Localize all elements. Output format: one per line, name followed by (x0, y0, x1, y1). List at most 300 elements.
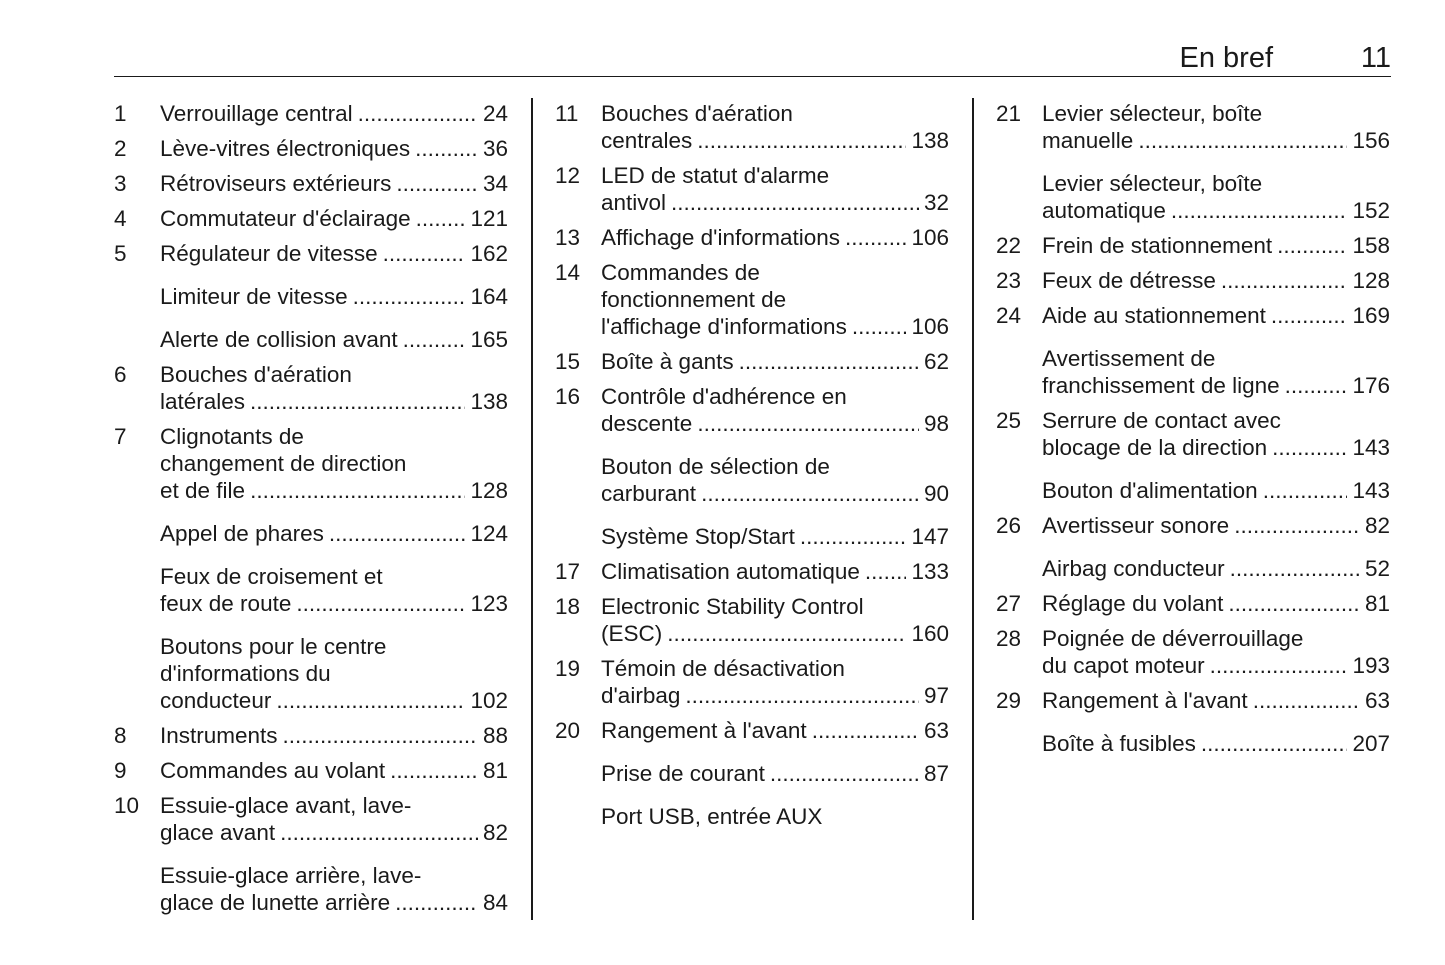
page-reference[interactable]: 169 (1352, 303, 1390, 328)
index-text (601, 523, 949, 550)
section-title: En bref (1179, 42, 1273, 74)
index-entry[interactable] (555, 348, 949, 375)
index-text-line: Bouton de sélection de (601, 454, 830, 479)
index-last-line (160, 283, 508, 310)
index-label: l'affichage d'informations (601, 314, 847, 339)
index-last-line (160, 722, 508, 749)
index-entry[interactable] (114, 423, 508, 504)
dot-leader (1210, 652, 1348, 679)
page-reference[interactable]: 162 (470, 241, 508, 266)
index-label: franchissement de ligne (1042, 373, 1280, 398)
index-text (601, 348, 949, 375)
page-reference[interactable]: 84 (482, 890, 508, 915)
index-text (1042, 232, 1390, 259)
index-label: automatique (1042, 198, 1166, 223)
index-number: 4 (114, 206, 127, 231)
index-label: manuelle (1042, 128, 1134, 153)
dot-leader (1201, 730, 1348, 757)
index-last-line (1042, 687, 1390, 714)
index-text (601, 453, 949, 507)
dot-leader (1277, 232, 1347, 259)
index-number: 27 (996, 591, 1022, 616)
index-label: et de file (160, 478, 246, 503)
page-reference[interactable]: 138 (470, 389, 508, 414)
index-entry[interactable] (114, 361, 508, 415)
index-label: Affichage d'informations (601, 225, 841, 250)
page-reference[interactable]: 160 (911, 621, 949, 646)
index-text (160, 361, 508, 415)
index-label: Instruments (160, 723, 278, 748)
index-number: 26 (996, 513, 1022, 538)
dot-leader (1271, 302, 1348, 329)
dot-leader (416, 205, 466, 232)
index-last-line (160, 170, 508, 197)
dot-leader (1234, 512, 1360, 539)
index-text-line: Essuie-glace avant, lave- (160, 793, 412, 818)
index-number: 29 (996, 688, 1022, 713)
index-number: 14 (555, 260, 581, 285)
dot-leader (739, 348, 919, 375)
index-text (160, 520, 508, 547)
index-label: Système Stop/Start (601, 524, 795, 549)
index-text-line: Electronic Stability Control (601, 594, 864, 619)
page-reference[interactable]: 82 (482, 820, 508, 845)
index-text (601, 717, 949, 744)
index-text (1042, 407, 1390, 461)
dot-leader (353, 283, 466, 310)
index-label: glace avant (160, 820, 276, 845)
page-reference[interactable]: 97 (923, 683, 949, 708)
index-label: Boîte à gants (601, 349, 734, 374)
index-number: 21 (996, 101, 1022, 126)
index-text (601, 803, 949, 830)
index-last-line (601, 803, 949, 830)
index-number: 5 (114, 241, 127, 266)
index-label: Commandes au volant (160, 758, 386, 783)
index-last-line (160, 757, 508, 784)
dot-leader (329, 520, 466, 547)
index-entry[interactable] (996, 512, 1390, 539)
index-label: du capot moteur (1042, 653, 1205, 678)
index-entry[interactable] (114, 100, 508, 127)
index-entry[interactable] (996, 590, 1390, 617)
index-text-line: Bouches d'aération (160, 362, 352, 387)
index-label: antivol (601, 190, 667, 215)
page-reference[interactable]: 32 (923, 190, 949, 215)
page-reference[interactable]: 24 (482, 101, 508, 126)
dot-leader (250, 388, 465, 415)
index-number: 6 (114, 362, 127, 387)
page-reference[interactable]: 133 (911, 559, 949, 584)
index-entry[interactable] (555, 717, 949, 744)
index-last-line (160, 687, 508, 714)
index-last-line (601, 224, 949, 251)
index-number: 24 (996, 303, 1022, 328)
index-text (601, 558, 949, 585)
page-reference[interactable]: 106 (911, 314, 949, 339)
index-text-line: Serrure de contact avec (1042, 408, 1281, 433)
index-number: 20 (555, 718, 581, 743)
index-last-line (601, 348, 949, 375)
column-divider (531, 98, 533, 920)
page-reference[interactable]: 88 (482, 723, 508, 748)
page-reference[interactable]: 147 (911, 524, 949, 549)
toc-column-3 (996, 100, 1390, 757)
index-number: 19 (555, 656, 581, 681)
index-number: 17 (555, 559, 581, 584)
index-number: 28 (996, 626, 1022, 651)
index-last-line (601, 717, 949, 744)
index-last-line (160, 135, 508, 162)
index-last-line (160, 326, 508, 353)
index-text (601, 383, 949, 437)
page-reference[interactable]: 158 (1352, 233, 1390, 258)
index-last-line (1042, 512, 1390, 539)
index-entry[interactable] (996, 267, 1390, 294)
index-label: centrales (601, 128, 693, 153)
index-entry[interactable] (996, 555, 1390, 582)
index-last-line (1042, 477, 1390, 504)
index-last-line (601, 523, 949, 550)
page-header (114, 40, 1391, 77)
dot-leader (770, 760, 919, 787)
index-text (601, 655, 949, 709)
dot-leader (852, 313, 907, 340)
index-entry[interactable] (114, 326, 508, 353)
index-text-line: Clignotants de (160, 424, 304, 449)
index-last-line (1042, 590, 1390, 617)
dot-leader (396, 170, 478, 197)
index-last-line (1042, 197, 1390, 224)
dot-leader (812, 717, 919, 744)
page-reference[interactable]: 156 (1352, 128, 1390, 153)
index-entry[interactable] (996, 100, 1390, 154)
index-entry[interactable] (114, 283, 508, 310)
index-number: 23 (996, 268, 1022, 293)
toc-column-2 (555, 100, 949, 830)
index-last-line (1042, 127, 1390, 154)
index-last-line (601, 620, 949, 647)
index-text (1042, 590, 1390, 617)
index-last-line (601, 410, 949, 437)
index-label: Aide au stationnement (1042, 303, 1266, 328)
index-number: 15 (555, 349, 581, 374)
index-text (1042, 625, 1390, 679)
index-text-line: Feux de croisement et (160, 564, 383, 589)
index-entry[interactable] (996, 625, 1390, 679)
dot-leader (403, 326, 466, 353)
dot-leader (865, 558, 907, 585)
index-last-line (601, 313, 949, 340)
page-number: 11 (1360, 42, 1391, 74)
index-last-line (160, 819, 508, 846)
index-last-line (160, 477, 508, 504)
index-text (160, 135, 508, 162)
dot-leader (1138, 127, 1347, 154)
page-reference[interactable]: 193 (1352, 653, 1390, 678)
index-text (160, 722, 508, 749)
index-label: Climatisation automatique (601, 559, 860, 584)
index-label: Commutateur d'éclairage (160, 206, 411, 231)
index-entry[interactable] (555, 224, 949, 251)
index-label: Appel de phares (160, 521, 324, 546)
page-reference[interactable]: 121 (470, 206, 508, 231)
index-entry[interactable] (996, 730, 1390, 757)
index-text (601, 760, 949, 787)
index-entry[interactable] (555, 162, 949, 216)
dot-leader (697, 410, 919, 437)
index-text (601, 100, 949, 154)
page-reference[interactable]: 63 (923, 718, 949, 743)
index-text-line: Boutons pour le centre (160, 634, 387, 659)
index-label: conducteur (160, 688, 272, 713)
dot-leader (276, 687, 465, 714)
index-entry[interactable] (114, 240, 508, 267)
index-last-line (160, 205, 508, 232)
index-last-line (1042, 652, 1390, 679)
index-text (1042, 687, 1390, 714)
page-reference[interactable]: 81 (482, 758, 508, 783)
index-entry[interactable] (114, 757, 508, 784)
page-reference[interactable]: 165 (470, 327, 508, 352)
index-text (1042, 512, 1390, 539)
index-entry[interactable] (114, 792, 508, 846)
index-label: Boîte à fusibles (1042, 731, 1196, 756)
index-text-line: Avertissement de (1042, 346, 1216, 371)
dot-leader (1263, 477, 1348, 504)
index-number: 13 (555, 225, 581, 250)
page-reference[interactable]: 90 (923, 481, 949, 506)
index-entry[interactable] (996, 687, 1390, 714)
index-number: 9 (114, 758, 127, 783)
page-reference[interactable]: 143 (1352, 478, 1390, 503)
index-entry[interactable] (114, 170, 508, 197)
index-entry[interactable] (555, 100, 949, 154)
index-label: blocage de la direction (1042, 435, 1268, 460)
index-last-line (601, 480, 949, 507)
dot-leader (395, 889, 478, 916)
index-label: Airbag conducteur (1042, 556, 1225, 581)
index-text (160, 326, 508, 353)
index-text (1042, 477, 1390, 504)
index-entry[interactable] (555, 655, 949, 709)
page-reference[interactable]: 164 (470, 284, 508, 309)
dot-leader (280, 819, 478, 846)
dot-leader (800, 523, 907, 550)
index-text-line: fonctionnement de (601, 287, 787, 312)
index-last-line (601, 558, 949, 585)
dot-leader (1221, 267, 1348, 294)
index-entry[interactable] (555, 760, 949, 787)
dot-leader (1253, 687, 1360, 714)
index-entry[interactable] (996, 345, 1390, 399)
index-label: Réglage du volant (1042, 591, 1224, 616)
index-text (1042, 730, 1390, 757)
index-entry[interactable] (996, 407, 1390, 461)
index-label: Rangement à l'avant (1042, 688, 1248, 713)
page-reference[interactable]: 128 (1352, 268, 1390, 293)
index-entry[interactable] (996, 477, 1390, 504)
index-text-line: d'informations du (160, 661, 331, 686)
dot-leader (1230, 555, 1360, 582)
index-entry[interactable] (555, 593, 949, 647)
page-reference[interactable]: 63 (1364, 688, 1390, 713)
index-entry[interactable] (114, 135, 508, 162)
index-entry[interactable] (996, 232, 1390, 259)
index-entry[interactable] (555, 803, 949, 830)
index-text (160, 240, 508, 267)
index-number: 12 (555, 163, 581, 188)
index-label: Frein de stationnement (1042, 233, 1273, 258)
index-label: latérales (160, 389, 246, 414)
page-reference[interactable]: 128 (470, 478, 508, 503)
index-label: Bouton d'alimentation (1042, 478, 1258, 503)
index-number: 22 (996, 233, 1022, 258)
index-text (1042, 302, 1390, 329)
index-label: Alerte de collision avant (160, 327, 398, 352)
index-entry[interactable] (555, 453, 949, 507)
index-entry[interactable] (114, 633, 508, 714)
index-number: 25 (996, 408, 1022, 433)
dot-leader (701, 480, 919, 507)
index-text (160, 633, 508, 714)
page-reference[interactable]: 106 (911, 225, 949, 250)
index-number: 16 (555, 384, 581, 409)
index-label: Limiteur de vitesse (160, 284, 348, 309)
page-reference[interactable]: 34 (482, 171, 508, 196)
index-number: 1 (114, 101, 127, 126)
index-text-line: Levier sélecteur, boîte (1042, 101, 1263, 126)
page-reference[interactable]: 52 (1364, 556, 1390, 581)
dot-leader (296, 590, 465, 617)
index-entry[interactable] (555, 383, 949, 437)
index-text (160, 170, 508, 197)
index-entry[interactable] (114, 722, 508, 749)
dot-leader (671, 189, 919, 216)
dot-leader (1285, 372, 1348, 399)
page-reference[interactable]: 87 (923, 761, 949, 786)
index-label: Feux de détresse (1042, 268, 1216, 293)
index-entry[interactable] (114, 205, 508, 232)
index-label: d'airbag (601, 683, 681, 708)
index-text (160, 792, 508, 846)
index-last-line (601, 682, 949, 709)
index-text (160, 423, 508, 504)
index-text (1042, 170, 1390, 224)
page-reference[interactable]: 82 (1364, 513, 1390, 538)
index-text (1042, 555, 1390, 582)
index-text (601, 259, 949, 340)
index-last-line (1042, 555, 1390, 582)
index-entry[interactable] (996, 302, 1390, 329)
page-reference[interactable]: 81 (1364, 591, 1390, 616)
index-text (1042, 100, 1390, 154)
index-last-line (1042, 434, 1390, 461)
page-reference[interactable]: 176 (1352, 373, 1390, 398)
page-reference[interactable]: 124 (470, 521, 508, 546)
index-text (1042, 345, 1390, 399)
index-last-line (1042, 730, 1390, 757)
index-text-line: Commandes de (601, 260, 760, 285)
index-last-line (160, 388, 508, 415)
page-reference[interactable]: 138 (911, 128, 949, 153)
index-text (160, 100, 508, 127)
dot-leader (685, 682, 919, 709)
dot-leader (697, 127, 906, 154)
dot-leader (415, 135, 478, 162)
page-reference[interactable]: 143 (1352, 435, 1390, 460)
index-last-line (160, 520, 508, 547)
page-reference[interactable]: 98 (923, 411, 949, 436)
page-reference[interactable]: 123 (470, 591, 508, 616)
index-entry[interactable] (555, 259, 949, 340)
index-text (601, 593, 949, 647)
dot-leader (283, 722, 478, 749)
index-label: Lève-vitres électroniques (160, 136, 411, 161)
index-last-line (160, 240, 508, 267)
page-reference[interactable]: 152 (1352, 198, 1390, 223)
index-number: 11 (555, 101, 579, 126)
index-entry[interactable] (114, 520, 508, 547)
index-text-line: Poignée de déverrouillage (1042, 626, 1304, 651)
index-text-line: Essuie-glace arrière, lave- (160, 863, 422, 888)
index-label: glace de lunette arrière (160, 890, 391, 915)
index-label: descente (601, 411, 693, 436)
index-entry[interactable] (996, 170, 1390, 224)
index-entry[interactable] (114, 563, 508, 617)
page-reference[interactable]: 62 (923, 349, 949, 374)
index-number: 2 (114, 136, 127, 161)
dot-leader (390, 757, 478, 784)
page-reference[interactable]: 102 (470, 688, 508, 713)
index-label: feux de route (160, 591, 292, 616)
dot-leader (1228, 590, 1360, 617)
index-text (1042, 267, 1390, 294)
page-reference[interactable]: 36 (482, 136, 508, 161)
index-text (160, 283, 508, 310)
index-number: 10 (114, 793, 140, 818)
index-entry[interactable] (555, 558, 949, 585)
index-entry[interactable] (555, 523, 949, 550)
index-label: Verrouillage central (160, 101, 353, 126)
index-text-line: Levier sélecteur, boîte (1042, 171, 1263, 196)
dot-leader (1272, 434, 1347, 461)
index-label: Rangement à l'avant (601, 718, 807, 743)
index-last-line (601, 127, 949, 154)
index-last-line (1042, 372, 1390, 399)
index-number: 3 (114, 171, 127, 196)
index-label: Rétroviseurs extérieurs (160, 171, 392, 196)
index-last-line (160, 100, 508, 127)
index-text (160, 563, 508, 617)
dot-leader (667, 620, 906, 647)
page-reference[interactable]: 207 (1352, 731, 1390, 756)
index-entry[interactable] (114, 862, 508, 916)
index-label: Prise de courant (601, 761, 765, 786)
index-number: 8 (114, 723, 127, 748)
index-text (160, 757, 508, 784)
index-last-line (160, 590, 508, 617)
dot-leader (1171, 197, 1348, 224)
index-label: Avertisseur sonore (1042, 513, 1230, 538)
index-last-line (1042, 232, 1390, 259)
index-text (601, 162, 949, 216)
column-divider (972, 98, 974, 920)
index-last-line (160, 889, 508, 916)
index-last-line (601, 760, 949, 787)
index-last-line (1042, 302, 1390, 329)
index-number: 18 (555, 594, 581, 619)
